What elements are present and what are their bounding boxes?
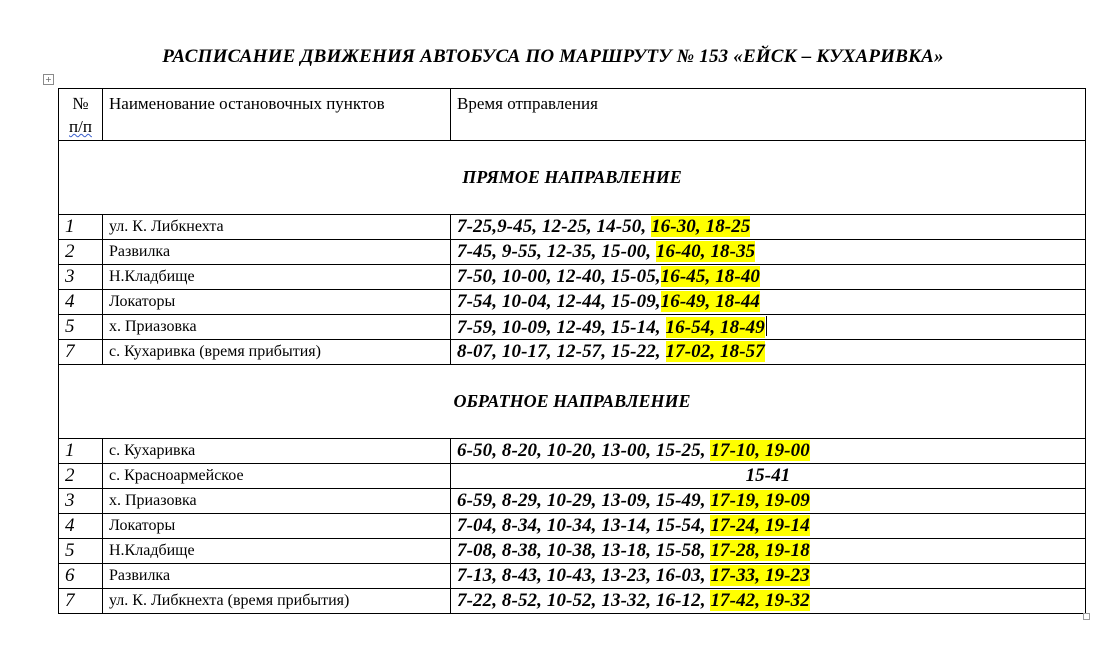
stop-name: Н.Кладбище: [103, 539, 451, 564]
times-regular: 6-50, 8-20, 10-20, 13-00, 15-25,: [457, 440, 711, 461]
table-row: [59, 240, 1086, 265]
stop-name: Локаторы: [103, 514, 451, 539]
row-number: 4: [59, 514, 103, 539]
row-number: 2: [59, 464, 103, 489]
stop-name: Локаторы: [103, 290, 451, 315]
stop-name: с. Кухаривка (время прибытия): [103, 340, 451, 365]
departure-times: [451, 464, 1086, 489]
row-number: 2: [59, 240, 103, 265]
departure-times: [451, 539, 1086, 564]
times-regular: 7-59, 10-09, 12-49, 15-14,: [457, 316, 666, 338]
stop-name: ул. К. Либкнехта (время прибытия): [103, 589, 451, 614]
departure-times: [451, 240, 1086, 265]
stop-name: с. Кухаривка: [103, 439, 451, 464]
section-backward-heading: ОБРАТНОЕ НАПРАВЛЕНИЕ: [59, 365, 1086, 439]
departure-times: [451, 215, 1086, 240]
stop-name: с. Красноармейское: [103, 464, 451, 489]
row-number: 1: [59, 215, 103, 240]
times-highlighted: 16-40, 18-35: [655, 241, 756, 262]
row-number: 5: [59, 315, 103, 340]
times-regular: 7-04, 8-34, 10-34, 13-14, 15-54,: [457, 515, 711, 536]
table-row: [59, 589, 1086, 614]
text-cursor: [766, 316, 767, 336]
times-highlighted: 17-33, 19-23: [710, 565, 810, 586]
table-row: [59, 489, 1086, 514]
table-row: [59, 315, 1086, 340]
table-row: [59, 340, 1086, 365]
stop-name: х. Приазовка: [103, 489, 451, 514]
departure-times: [451, 265, 1086, 290]
table-header-row: [59, 89, 1086, 141]
stop-name: х. Приазовка: [103, 315, 451, 340]
times-highlighted: 17-24, 19-14: [710, 515, 810, 536]
times-regular: 15-41: [745, 465, 791, 486]
row-number: 6: [59, 564, 103, 589]
times-highlighted: 16-54, 18-49: [665, 316, 765, 338]
header-number-line1: №: [72, 94, 89, 113]
departure-times: [451, 564, 1086, 589]
table-row: [59, 514, 1086, 539]
page-title: РАСПИСАНИЕ ДВИЖЕНИЯ АВТОБУСА ПО МАРШРУТУ № 153 «ЕЙСК – КУХАРИВКА»: [162, 46, 944, 67]
section-forward-heading: ПРЯМОЕ НАПРАВЛЕНИЕ: [59, 141, 1086, 215]
row-number: 4: [59, 290, 103, 315]
times-highlighted: 16-49, 18-44: [660, 291, 761, 312]
schedule-table: [58, 88, 1086, 614]
times-highlighted: 17-42, 19-32: [710, 590, 810, 611]
times-highlighted: 17-02, 18-57: [665, 341, 765, 362]
times-regular: 7-25,9-45, 12-25, 14-50,: [457, 216, 652, 237]
stop-name: Развилка: [103, 240, 451, 265]
row-number: 3: [59, 265, 103, 290]
table-row: [59, 564, 1086, 589]
departure-times: [451, 489, 1086, 514]
section-forward: [59, 141, 1086, 215]
stop-name: ул. К. Либкнехта: [103, 215, 451, 240]
row-number: 1: [59, 439, 103, 464]
times-highlighted: 17-10, 19-00: [710, 440, 810, 461]
departure-times: [451, 290, 1086, 315]
departure-times: [451, 514, 1086, 539]
times-highlighted: 16-45, 18-40: [660, 266, 761, 287]
times-regular: 7-22, 8-52, 10-52, 13-32, 16-12,: [457, 590, 711, 611]
departure-times: [451, 589, 1086, 614]
times-regular: 8-07, 10-17, 12-57, 15-22,: [457, 341, 666, 362]
row-number: 7: [59, 589, 103, 614]
header-time: Время отправления: [451, 89, 1086, 141]
table-row: [59, 265, 1086, 290]
header-stop: Наименование остановочных пунктов: [103, 89, 451, 141]
times-regular: 7-54, 10-04, 12-44, 15-09,: [457, 291, 661, 312]
table-move-handle-icon[interactable]: +: [43, 74, 54, 85]
times-regular: 7-08, 8-38, 10-38, 13-18, 15-58,: [457, 540, 711, 561]
times-regular: 7-45, 9-55, 12-35, 15-00,: [457, 241, 656, 262]
times-highlighted: 17-28, 19-18: [710, 540, 810, 561]
times-highlighted: 16-30, 18-25: [651, 216, 751, 237]
table-row: [59, 215, 1086, 240]
times-regular: 7-50, 10-00, 12-40, 15-05,: [457, 266, 661, 287]
times-highlighted: 17-19, 19-09: [710, 490, 810, 511]
section-backward: [59, 365, 1086, 439]
table-row: [59, 464, 1086, 489]
table-row: [59, 290, 1086, 315]
stop-name: Развилка: [103, 564, 451, 589]
departure-times: [451, 439, 1086, 464]
departure-times[interactable]: [451, 315, 1086, 340]
table-row: [59, 539, 1086, 564]
table-row: [59, 439, 1086, 464]
table-resize-handle-icon[interactable]: [1083, 613, 1090, 620]
row-number: 3: [59, 489, 103, 514]
stop-name: Н.Кладбище: [103, 265, 451, 290]
header-number: [59, 89, 103, 141]
times-regular: 7-13, 8-43, 10-43, 13-23, 16-03,: [457, 565, 711, 586]
departure-times: [451, 340, 1086, 365]
times-regular: 6-59, 8-29, 10-29, 13-09, 15-49,: [457, 490, 711, 511]
row-number: 5: [59, 539, 103, 564]
header-number-line2: п/п: [69, 117, 92, 136]
row-number: 7: [59, 340, 103, 365]
